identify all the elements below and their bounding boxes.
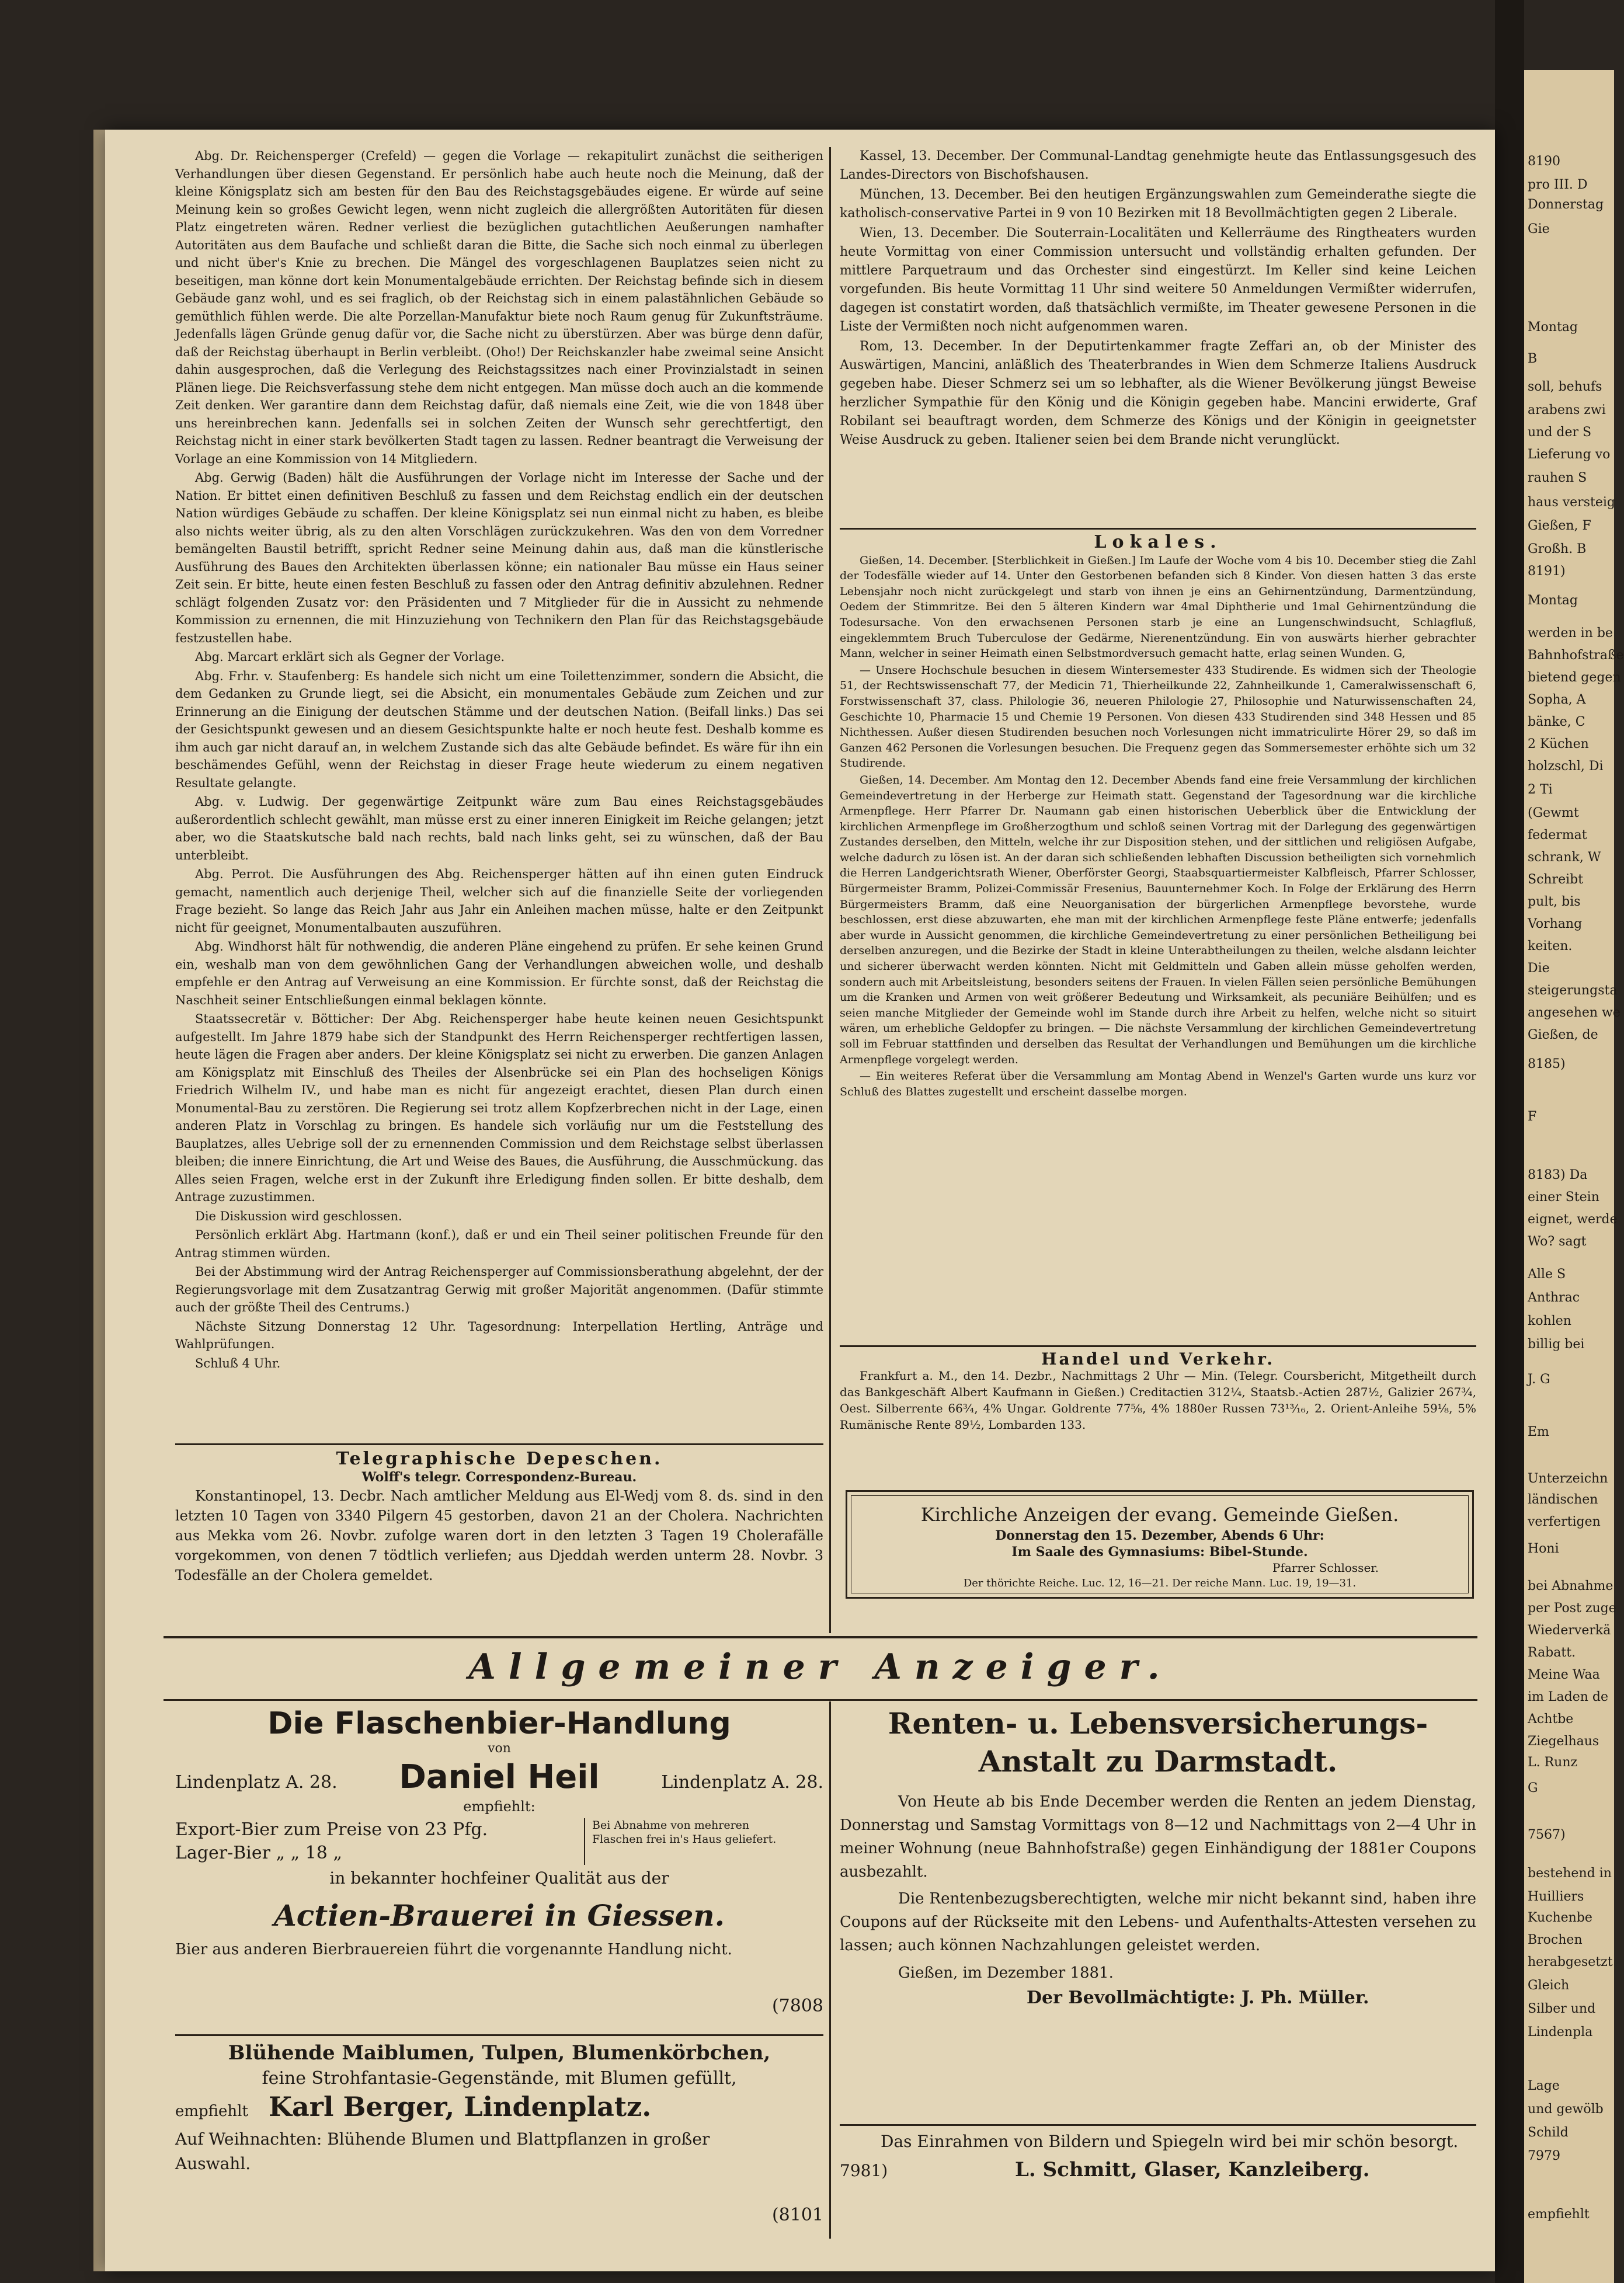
ad-lager-bier: Lager-Bier „ „ 18 „ — [175, 1843, 342, 1863]
ad-blumen-line1: Blühende Maiblumen, Tulpen, Blumenkörbchen, — [228, 2041, 771, 2065]
lokales-paragraph: — Ein weiteres Referat über die Versammlung am Montag Abend in Wenzel's Garten wurde uns kurz vor Schluß des Blattes zugestellt und erscheint dasselbe morgen. — [840, 1070, 1476, 1098]
adjacent-page-fragment: 8183) Da — [1528, 1168, 1588, 1182]
adjacent-page-fragment: Gie — [1528, 222, 1550, 236]
adjacent-page-fragment: Schild — [1528, 2125, 1569, 2140]
adjacent-page-fragment: Vorhang — [1528, 917, 1583, 931]
adjacent-page-fragment: keiten. — [1528, 939, 1573, 953]
adjacent-page-fragment: Honi — [1528, 1541, 1559, 1556]
telegram: Rom, 13. December. In der Deputirtenkammer fragte Zeffari an, ob der Minister des Auswärtigen, Mancini, anläßlich des Theaterbrandes in Wien dem Schmerze Italiens Ausdruck gegeben habe. Dieser Schmerz sei um so lebhafter, als die Wiener Bevölkerung jüngst Beweise herzlicher Sympathie für den König und die Königin gegeben habe. Mancini erwiderte, Graf Robilant sei beauftragt worden, dem Schmerze des Königs und der Königin in geeignetster Weise Ausdruck zu geben. Italiener seien bei dem Brande nicht verunglückt. — [840, 339, 1476, 447]
adjacent-page-fragment: (Gewmt — [1528, 806, 1579, 820]
anzeiger-top-rule — [164, 1636, 1477, 1638]
adjacent-page-fragment: 7567) — [1528, 1828, 1566, 1842]
ad-renten-place: Gießen, im Dezember 1881. — [898, 1964, 1114, 1982]
ad-renten-body: Von Heute ab bis Ende December werden die Renten an jedem Dienstag, Donnerstag und Samstag Vormittags von 8—12 und Nachmittags von 2—4 Uhr in meiner Wohnung (neue Bahnhofstraße) gegen Einhändigung der 1881er Coupons ausbezahlt. — [840, 1793, 1476, 1881]
adjacent-page-fragment: verfertigen — [1528, 1515, 1601, 1529]
kirchlich-line1: Donnerstag den 15. Dezember, Abends 6 Uhr: — [995, 1528, 1324, 1543]
ad-address-left: Lindenplatz A. 28. — [175, 1772, 338, 1793]
lokales-paragraph: Gießen, 14. December. [Sterblichkeit in Gießen.] Im Laufe der Woche vom 4 bis 10. December stieg die Zahl der Todesfälle wieder auf 14. Unter den Gestorbenen befanden sich 8 Kinder. Von diesen hatten 3 das erste Lebensjahr noch nicht zurückgelegt und starb von ihnen je eins an Gehirnentzündung, Darmentzündung, Oedem der Stimmritze. Bei den 5 älteren Kindern war 4mal Diphtherie und 1mal Gehirnentzündung die Todesursache. Von den erwachsenen Personen starb je eine an Lungenschwindsucht, Schlagfluß, eingeklemmtem Bruch Tuberculose der Gedärme, Nierenentzündung. Ein von auswärts hierher gebrachter Mann, welcher in seiner Heimath einen Selbstmordversuch gemacht hatte, erlag seinen Wunden. G, — [840, 554, 1476, 660]
kirchlich-line2: Im Saale des Gymnasiums: Bibel-Stunde. — [1011, 1544, 1308, 1560]
adjacent-page-fragment: bei Abnahme — [1528, 1579, 1613, 1593]
ad-address-right: Lindenplatz A. 28. — [661, 1772, 823, 1793]
column-divider — [829, 147, 831, 1633]
adjacent-page-fragment: Wo? sagt — [1528, 1234, 1587, 1249]
ad-flaschenbier-von: von — [488, 1741, 511, 1756]
adjacent-page-fragment: pro III. D — [1528, 178, 1588, 192]
adjacent-page-fragment: pult, bis — [1528, 895, 1581, 909]
article-paragraph: Die Diskussion wird geschlossen. — [195, 1209, 402, 1223]
telegram: Kassel, 13. December. Der Communal-Landtag genehmigte heute das Entlassungsgesuch des Landes-Directors von Bischofshausen. — [840, 149, 1476, 182]
article-paragraph: Abg. Frhr. v. Staufenberg: Es handele sich nicht um eine Toilettenzimmer, sondern die Absicht, die dem Gedanken zu Grunde liegt, sei die Absicht, ein monumentales Gebäude zum Zeichen und zur Erinnerung an die Einigung der deutschen Stämme und der deutschen Nation. (Beifall links.) Das sei der Gesichtspunkt gewesen und an diesem Gesichtspunkte halte er noch heute fest. Deshalb komme es ihm auch gar nicht darauf an, in welchem Zustande sich das alte Gebäude befindet. Es wäre für ihn ein beschämendes Gefühl, wenn der Reichstag in dieser Frage heute wiederum zu einem negativen Resultate gelangte. — [175, 669, 823, 790]
adjacent-page-fragment: Sopha, A — [1528, 692, 1586, 707]
adjacent-page-fragment: Lage — [1528, 2079, 1560, 2093]
telegram: Wien, 13. December. Die Souterrain-Localitäten und Kellerräume des Ringtheaters wurden heute Vormittag von einer Commission untersucht und vollständig erhalten gefunden. Der mittlere Parquetraum und das Orchester sind eingestürzt. Im Keller sind keine Leichen vorgefunden. Bis heute Vormittag 11 Uhr sind weitere 50 Anmeldungen Vermißter widerrufen, dagegen ist constatirt worden, daß thatsächlich vermißte, im Theater gewesene Personen in die Liste der Vermißten noch nicht aufgenommen waren. — [840, 226, 1476, 334]
ad-blumen — [175, 2041, 823, 2234]
ad-other-breweries: Bier aus anderen Bierbrauereien führt die vorgenannte Handlung nicht. — [175, 1941, 732, 1958]
ad-quality: in bekannter hochfeiner Qualität aus der — [329, 1868, 669, 1888]
adjacent-page-fragment: Wiederverkä — [1528, 1623, 1611, 1638]
ad-blumen-line2: feine Strohfantasie-Gegenstände, mit Blumen gefüllt, — [262, 2068, 737, 2089]
ad-empfiehlt: empfiehlt: — [463, 1798, 535, 1815]
ad-export-bier: Export-Bier zum Preise von 23 Pfg. — [175, 1819, 488, 1840]
ad-flaschenbier — [175, 1706, 823, 2033]
adjacent-page-fragment: Montag — [1528, 320, 1578, 335]
adjacent-page-fragment: 2 Ti — [1528, 782, 1553, 797]
section-divider — [840, 1345, 1476, 1347]
newspaper-page — [105, 130, 1495, 2271]
article-paragraph: Abg. Windhorst hält für nothwendig, die anderen Pläne eingehend zu prüfen. Er sehe keinen Grund ein, weshalb man von dem gewöhnlichen Gang der Verhandlungen abweichen wolle, und deshalb empfehle er den Antrag auf Verweisung an eine Kommission. Er fürchte sonst, daß der Reichstag die Naschheit seiner Entschließungen einmal beklagen könnte. — [175, 939, 823, 1007]
adjacent-page-fragment: B — [1528, 352, 1538, 366]
telegraph-text: Konstantinopel, 13. Decbr. Nach amtlicher Meldung aus El-Wedj vom 8. ds. sind in den letzten 10 Tagen von 3340 Pilgern 45 gestorben, davon 21 an der Cholera. Nachrichten aus Mekka vom 26. Novbr. zufolge waren dort in den letzten 3 Tagen 19 Cholerafälle vorgekommen, von denen 7 tödtlich verliefen; aus Djeddah werden unterm 28. Novbr. 3 Todesfälle an der Cholera gemeldet. — [175, 1488, 823, 1584]
adjacent-page-fragment: bestehend in — [1528, 1866, 1612, 1881]
right-column-telegrams — [840, 147, 1476, 451]
adjacent-page-fragment: Silber und — [1528, 2002, 1596, 2016]
article-paragraph: Staatssecretär v. Bötticher: Der Abg. Reichensperger habe heute keinen neuen Gesichtspunkt aufgestellt. Im Jahre 1879 habe sich der Standpunkt des Herrn Reichensperger rechtfertigen lassen, heute lägen die Fragen aber anders. Der kleine Königsplatz sei nicht zu erwerben. Die ganzen Anlagen am Königsplatz mit Einschluß des Theiles der Alsenbrücke sei ein Plan des hochseligen Königs Friedrich Wilhelm IV., und habe man es nicht für angezeigt erachtet, diesen Plan durch einen Monumental-Bau zu zerstören. Die Regierung sei trotz allem Kopfzerbrechen nicht in der Lage, einen anderen Platz in Vorschlag zu bringen. Es handele sich vorläufig nur um die Feststellung des Bauplatzes, alles Uebrige soll der zu ernennenden Commission und dem Reichstage selbst überlassen bleiben; die innere Einrichtung, die Art und Weise des Baues, die Ausführung, die Ausschmückung. das Alles seien Fragen, welche erst in der Zukunft ihre Erledigung finden sollen. Er bitte deshalb, dem Antrage zuzustimmen. — [175, 1012, 823, 1204]
adjacent-page-fragment: Alle S — [1528, 1267, 1566, 1282]
adjacent-page-fragment: eignet, werde — [1528, 1212, 1618, 1227]
adjacent-page-fragment: per Post zuge — [1528, 1601, 1616, 1616]
adjacent-page-fragment: Em — [1528, 1425, 1549, 1439]
ad-blumen-number: (8101 — [771, 2205, 823, 2225]
adjacent-page-fragment: bietend gegen — [1528, 670, 1621, 685]
ad-delivery-note: Bei Abnahme von mehreren Flaschen frei in's Haus geliefert. — [584, 1818, 802, 1865]
article-paragraph: Abg. Dr. Reichensperger (Crefeld) — gegen die Vorlage — rekapitulirt zunächst die seitherigen Verhandlungen über diesen Gegenstand. Er persönlich habe auch heute noch die Meinung, daß der kleine Königsplatz sich am besten für den Bau des Reichstagsgebäudes eigene. Er würde auf seine Meinung kein so großes Gewicht legen, wenn nicht zugleich die allergrößten Autoritäten für diesen Platz eingetreten wären. Redner verliest die bezüglichen gutachtlichen Aeußerungen namhafter Autoritäten aus dem Baufache und schließt daran die Bitte, die Sache sich noch einmal zu überlegen und nicht über's Knie zu brechen. Die Mängel des vorgeschlagenen Bauplatzes seien nicht zu beseitigen, man könne dort kein Monumentalgebäude errichten. Der Reichstag befinde sich in diesem Gebäude ganz wohl, und es sei fraglich, ob der Reichstag sich in einem palastähnlichen Gebäude so gemüthlich fühlen werde. Die alte Porzellan-Manufaktur biete noch Raum genug für Zukunftsträume. Jedenfalls lägen Gründe genug dafür vor, die Sache nicht zu überstürzen. Aber was bürge denn dafür, daß der Reichstag überhaupt in Berlin verbleibt. (Oho!) Der Reichskanzler habe zweimal seine Ansicht dahin ausgesprochen, daß die Verlegung des Reichstagssitzes nach einer Provinzialstadt in seinen Plänen liege. Die Reichsverfassung stehe dem nicht entgegen. Man müsse doch auch an die kommende Zeit denken. Wer garantire dann dem Reichstag dafür, daß niemals eine Zeit, wie die von 1848 über uns hereinbrechen kann. Jedenfalls sei in solchen Zeiten der Wunsch sehr gerechtfertigt, den Reichstag nicht in einer stark bevölkerten Stadt tagen zu lassen. Redner beantragt die Verweisung der Vorlage an eine Kommission von 14 Mitgliedern. — [175, 149, 823, 466]
article-paragraph: Abg. Marcart erklärt sich als Gegner der Vorlage. — [195, 650, 505, 664]
handel-text: Frankfurt a. M., den 14. Dezbr., Nachmittags 2 Uhr — Min. (Telegr. Coursbericht, Mitgetheilt durch das Bankgeschäft Albert Kaufmann in Gießen.) Creditactien 312¼, Staatsb.-Actien 287½, Galizier 267¾, Oest. Silberrente 66¾, 4% Ungar. Goldrente 77⅝, 4% 1880er Russen 73¹³⁄₁₆, 2. Orient-Anleihe 59⅛, 5% Rumänische Rente 89½, Lombarden 133. — [840, 1369, 1476, 1432]
adjacent-page-fragment: L. Runz — [1528, 1755, 1578, 1770]
handel-section — [840, 1351, 1476, 1434]
adjacent-page-fragment: Ziegelhaus — [1528, 1734, 1599, 1749]
adjacent-page-fragment: angesehen we — [1528, 1005, 1620, 1020]
section-divider — [175, 1443, 823, 1445]
adjacent-page-fragment: haus versteig — [1528, 495, 1615, 510]
kirchlich-title: Kirchliche Anzeigen der evang. Gemeinde Gießen. — [920, 1504, 1399, 1526]
article-paragraph: Abg. Gerwig (Baden) hält die Ausführungen der Vorlage nicht im Interesse der Sache und der Nation. Er bittet einen definitiven Beschluß zu fassen und dem Reichstag endlich ein der deutschen Nation würdiges Gebäude zu schaffen. Der kleine Königsplatz sei nun einmal nicht zu haben, es bleibe also nichts weiter übrig, als zu den alten Vorschlägen zurückzukehren. Was den von dem Vorredner bemängelten Baustil betrifft, spricht Redner seine Meinung dahin aus, daß man die künstlerische Ausführung des Baues den Architekten überlassen könne; ein nationaler Bau müsse ein Haus seiner Zeit sein. Er bitte, heute einen festen Beschluß zu fassen oder den Antrag definitiv abzulehnen. Redner schlägt folgenden Zusatz vor: den Präsidenten und 7 Mitglieder für die in Aussicht zu nehmende Kommission zu ernennen, die mit Hinzuziehung von Technikern den Plan für das Reichstagsgebäude festzustellen habe. — [175, 471, 823, 645]
adjacent-page-fragment: einer Stein — [1528, 1190, 1599, 1205]
adjacent-page-fragment: F — [1528, 1109, 1537, 1124]
adjacent-page-fragment: Rabatt. — [1528, 1645, 1576, 1660]
adjacent-page-fragment: Gießen, de — [1528, 1028, 1598, 1042]
ad-blumen-merchant: Karl Berger, Lindenplatz. — [269, 2091, 652, 2122]
ad-separator — [840, 2124, 1476, 2126]
ad-merchant-name: Daniel Heil — [399, 1758, 600, 1796]
adjacent-page-fragment: 7979 — [1528, 2149, 1560, 2163]
adjacent-page-fragment: Brochen — [1528, 1933, 1583, 1947]
adjacent-page-fragment: federmat — [1528, 828, 1587, 843]
adjacent-page-fragment: Achtbe — [1528, 1712, 1574, 1727]
ad-blumen-empfiehlt: empfiehlt — [175, 2103, 248, 2120]
adjacent-page-fragment: werden in be — [1528, 626, 1613, 641]
lokales-paragraph: — Unsere Hochschule besuchen in diesem Wintersemester 433 Studirende. Es widmen sich der Theologie 51, der Rechtswissenschaft 77, der Medicin 71, Thierheilkunde 22, Zahnheilkunde 1, Cameralwissenschaft 6, Forstwissenschaft 37, class. Philologie 36, neueren Philologie 27, Philosophie und Naturwissenschaften 24, Geschichte 10, Pharmacie 15 und Chemie 19 Personen. Von diesen 433 Studirenden sind 348 Hessen und 85 Nichthessen. Außer diesen Studirenden besuchen noch Vorlesungen nicht immatriculirte Hörer 29, so daß im Ganzen 462 Personen die Vorlesungen besuchen. Die Frequenz gegen das Sommersemester erhöhte sich um 32 Studirende. — [840, 663, 1476, 770]
adjacent-page-fragment: 8191) — [1528, 564, 1566, 579]
adjacent-page-fragment: Meine Waa — [1528, 1668, 1600, 1682]
adjacent-page-fragment: bänke, C — [1528, 715, 1585, 729]
telegraph-source: Wolff's telegr. Correspondenz-Bureau. — [361, 1469, 637, 1485]
ad-renten-title2: Anstalt zu Darmstadt. — [978, 1744, 1338, 1779]
adjacent-page-fragment: ländischen — [1528, 1492, 1598, 1507]
ad-renten-body2: Die Rentenbezugsberechtigten, welche mir nicht bekannt sind, haben ihre Coupons auf der Rückseite mit den Lebens- und Aufenthalts-Attesten versehen zu lassen; auch können Nachzahlungen geleistet werden. — [840, 1890, 1476, 1954]
ad-schmitt-merchant: L. Schmitt, Glaser, Kanzleiberg. — [1015, 2158, 1370, 2181]
adjacent-page-fragment: Lindenpla — [1528, 2025, 1593, 2040]
telegraph-heading: Telegraphische Depeschen. — [336, 1449, 663, 1469]
adjacent-page-fragment: Kuchenbe — [1528, 1910, 1592, 1925]
anzeiger-title: Allgemeiner Anzeiger. — [468, 1647, 1173, 1687]
lokales-heading: Lokales. — [1094, 532, 1222, 552]
adjacent-page-fragment: Die — [1528, 961, 1550, 976]
article-paragraph: Schluß 4 Uhr. — [195, 1356, 281, 1370]
adjacent-page-fragment: empfiehlt — [1528, 2207, 1590, 2222]
adjacent-page-fragment: soll, behufs — [1528, 380, 1602, 394]
adjacent-page-fragment: G — [1528, 1781, 1538, 1795]
adjacent-page-fragment: Schreibt — [1528, 872, 1584, 887]
adjacent-page — [1524, 70, 1624, 2283]
kirchlich-line3: Pfarrer Schlosser. — [1272, 1561, 1379, 1575]
lokales-paragraph: Gießen, 14. December. Am Montag den 12. December Abends fand eine freie Versammlung der kirchlichen Gemeindevertretung in der Herberge zur Heimath statt. Gegenstand der Tagesordnung war die kirchliche Armenpflege. Herr Pfarrer Dr. Naumann gab einen historischen Ueberblick über die Entwicklung der kirchlichen Armenpflege im Großherzogthum und schloß seinen Vortrag mit der Darlegung des gegenwärtigen Zustandes derselben, den Mitteln, welche ihr zur Disposition stehen, und der sittlichen und religiösen Aufgabe, welche dadurch zu lösen ist. An der daran sich schließenden lebhaften Discussion betheiligten sich vornehmlich die Herren Landgerichtsrath Wiener, Oberförster Georgi, Staabsquartiermeister Kalbfleisch, Pfarrer Schlosser, Bürgermeister Bramm, Polizei-Commissär Fresenius, Bauunternehmer Koch. In Folge der Erklärung des Herrn Bürgermeisters Bramm, daß eine Neuorganisation der bürgerlichen Armenpflege bevorstehe, wurde beschlossen, erst diese abzuwarten, ehe man mit der kirchlichen Armenpflege feste Pläne entwerfe; jedenfalls aber wurde in Aussicht genommen, die kirchliche Gemeindevertretung zu einer persönlichen Betheiligung bei derselben anzuregen, und die Bezirke der Stadt in kleine Unterabtheilungen zu theilen, welche alsdann leichter und sicherer überwacht werden könnten. Nicht mit Geldmitteln und Gaben allein müsse geholfen werden, sondern auch mit Arbeitsleistung, besonders seitens der Frauen. In vielen Fällen seien persönliche Bemühungen um die Kranken und Armen von weit größerer Bedeutung und Wirksamkeit, als pecuniäre Beihülfen; und es seien manche Mitglieder der Gemeinde wohl im Stande durch ihre Arbeit zu helfen, welche nicht so situirt wären, um erhebliche Geldopfer zu bringen. — Die nächste Versammlung der kirchlichen Gemeindevertretung soll im Februar stattfinden und derselben das Resultat der Verhandlungen und Bemühungen um die kirchliche Armenpflege vorgelegt werden. — [840, 773, 1476, 1066]
ad-blumen-line3: Auf Weihnachten: Blühende Blumen und Blattpflanzen in großer Auswahl. — [175, 2129, 710, 2173]
article-paragraph: Persönlich erklärt Abg. Hartmann (konf.), daß er und ein Theil seiner politischen Freunde für den Antrag stimmen würden. — [175, 1228, 823, 1260]
left-column — [175, 147, 823, 1373]
section-divider — [840, 528, 1476, 530]
adjacent-page-fragment: 8185) — [1528, 1057, 1566, 1071]
adjacent-page-fragment: Bahnhofstraße — [1528, 648, 1624, 663]
ad-flaschenbier-title: Die Flaschenbier-Handlung — [267, 1706, 731, 1741]
adjacent-page-fragment: Anthrac — [1528, 1290, 1580, 1305]
ad-separator — [175, 2034, 823, 2036]
article-paragraph: Abg. Perrot. Die Ausführungen des Abg. Reichensperger hätten auf ihn einen guten Eindruck gemacht, namentlich auch derjenige Theil, welcher sich auf die finanzielle Seite der vorliegenden Frage bezieht. So lange das Reich Jahr aus Jahr ein Anleihen machen müsse, halte er den Zeitpunkt nicht für geeignet, Monumentalbauten auszuführen. — [175, 867, 823, 935]
adjacent-page-fragment: Gleich — [1528, 1978, 1570, 1993]
adjacent-page-fragment: Lieferung vo — [1528, 447, 1611, 462]
ad-schmitt — [840, 2130, 1476, 2223]
adjacent-page-fragment: im Laden de — [1528, 1690, 1608, 1704]
adjacent-page-fragment: und gewölb — [1528, 2102, 1604, 2117]
adjacent-page-fragment: billig bei — [1528, 1337, 1585, 1352]
adjacent-page-fragment: steigerungsta — [1528, 983, 1618, 998]
page-gap — [1495, 0, 1524, 2283]
adjacent-page-fragment: J. G — [1528, 1372, 1550, 1387]
adjacent-page-fragment: rauhen S — [1528, 471, 1587, 485]
adjacent-page-fragment: schrank, W — [1528, 850, 1601, 865]
ad-renten-title1: Renten- u. Lebensversicherungs- — [888, 1706, 1428, 1741]
adjacent-page-fragment: Gießen, F — [1528, 518, 1591, 533]
adjacent-page-fragment: holzschl, Di — [1528, 759, 1604, 774]
handel-heading: Handel und Verkehr. — [1041, 1349, 1275, 1369]
article-paragraph: Bei der Abstimmung wird der Antrag Reichensperger auf Commissionsberathung abgelehnt, der der Regierungsvorlage mit dem Zusatzantrag Gerwig mit großer Majorität angenommen. (Dafür stimmte auch der größte Theil des Centrums.) — [175, 1265, 823, 1314]
ad-schmitt-text: Das Einrahmen von Bildern und Spiegeln wird bei mir schön besorgt. — [881, 2132, 1459, 2151]
kirchlich-box — [846, 1490, 1474, 1599]
ad-divider — [829, 1701, 831, 2239]
adjacent-page-fragment: Donnerstag — [1528, 197, 1604, 212]
adjacent-page-fragment: Montag — [1528, 593, 1578, 608]
adjacent-page-fragment: herabgesetzt — [1528, 1955, 1613, 1969]
ad-brewery: Actien-Brauerei in Giessen. — [273, 1898, 725, 1933]
adjacent-page-fragment: Großh. B — [1528, 542, 1587, 556]
lokales-section — [840, 532, 1476, 1101]
ad-schmitt-number: 7981) — [840, 2161, 888, 2180]
ad-renten — [840, 1706, 1476, 2103]
adjacent-page-fragment: kohlen — [1528, 1314, 1571, 1328]
adjacent-page-fragment: und der S — [1528, 425, 1592, 440]
adjacent-page-fragment: 2 Küchen — [1528, 737, 1589, 751]
ad-number: (7808 — [771, 1996, 823, 2016]
adjacent-page-fragment: 8190 — [1528, 154, 1560, 169]
telegram: München, 13. December. Bei den heutigen Ergänzungswahlen zum Gemeinderathe siegte die katholisch-conservative Partei in 9 von 10 Bezirken mit 18 Bevollmächtigten gegen 2 Liberale. — [840, 187, 1476, 221]
adjacent-page-fragment: arabens zwi — [1528, 403, 1606, 417]
kirchlich-line4: Der thörichte Reiche. Luc. 12, 16—21. Der reiche Mann. Luc. 19, 19—31. — [963, 1577, 1357, 1589]
adjacent-page-fragment: Huilliers — [1528, 1889, 1584, 1904]
anzeiger-bottom-rule — [164, 1699, 1477, 1701]
ad-renten-signature: Der Bevollmächtigte: J. Ph. Müller. — [1027, 1988, 1369, 2008]
adjacent-page-fragment: Unterzeichn — [1528, 1471, 1608, 1486]
article-paragraph: Abg. v. Ludwig. Der gegenwärtige Zeitpunkt wäre zum Bau eines Reichstagsgebäudes außerordentlich schlecht gewählt, man müsse erst zu einer inneren Einigkeit im Reiche gelangen; jetzt aber, wo die Staatskutsche bald nach rechts, bald nach links geht, sei zu wünschen, daß der Bau unterbleibt. — [175, 795, 823, 862]
article-paragraph: Nächste Sitzung Donnerstag 12 Uhr. Tagesordnung: Interpellation Hertling, Anträge und Wahlprüfungen. — [175, 1319, 823, 1351]
telegraph-section — [175, 1450, 823, 1586]
